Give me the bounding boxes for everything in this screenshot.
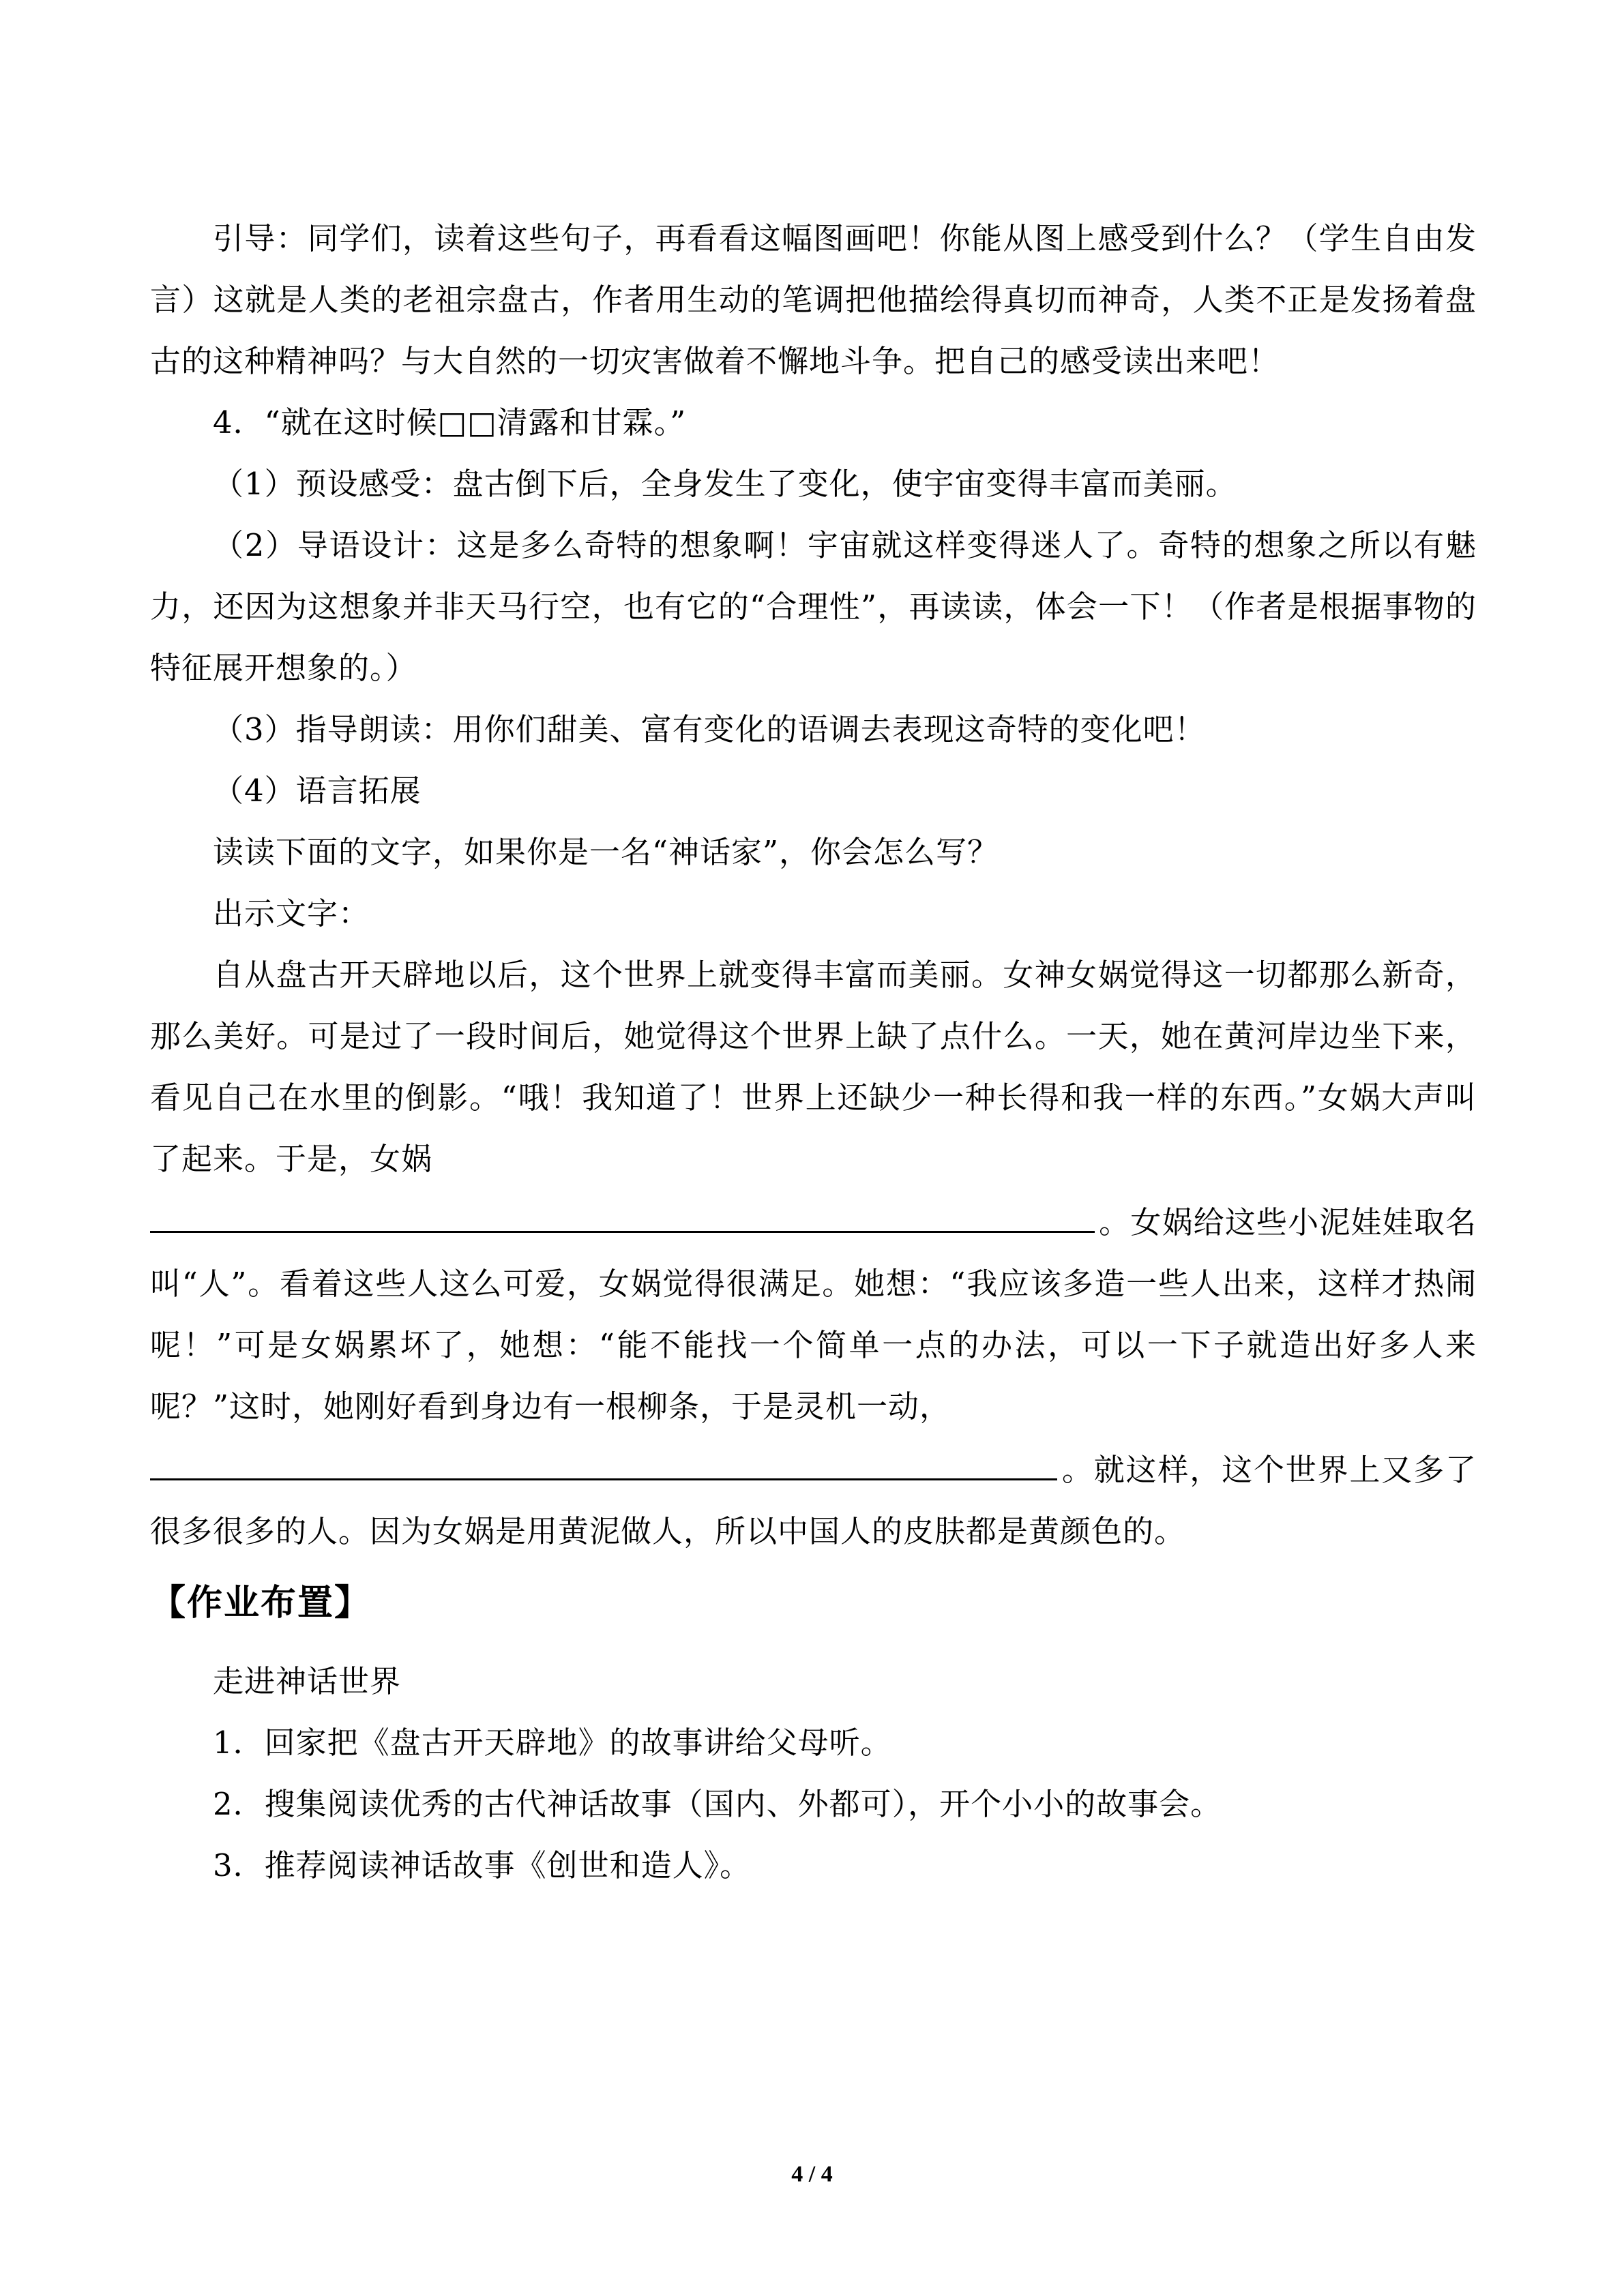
paragraph-reading-guide: （3）指导朗读：用你们甜美、富有变化的语调去表现这奇特的变化吧！ <box>213 711 1206 747</box>
paragraph-nuwa-continued-text: 。女娲给这些小泥娃娃取名叫“人”。看着这些人这么可爱，女娲觉得很满足。她想：“我应该多造一些人出来，这样才热闹呢！”可是女娲累坏了，她想：“能不能找一个简单一点的办法，可以一下子就造出好多人来呢？”这时，她刚好看到身边有一根柳条，于是灵机一动， <box>150 1204 1477 1425</box>
page-content <box>150 208 1477 1896</box>
homework-item-2: 2．搜集阅读优秀的古代神话故事（国内、外都可），开个小小的故事会。 <box>213 1786 1222 1822</box>
paragraph-language-extension: （4）语言拓展 <box>213 773 422 809</box>
fill-in-blank-2 <box>150 1437 1057 1480</box>
paragraph-guidance: 引导：同学们，读着这些句子，再看看这幅图画吧！你能从图上感受到什么？（学生自由发言）这就是人类的老祖宗盘古，作者用生动的笔调把他描绘得真切而神奇，人类不正是发扬着盘古的这种精神吗？与大自然的一切灾害做着不懈地斗争。把自己的感受读出来吧！ <box>150 220 1477 379</box>
homework-title: 走进神话世界 <box>213 1663 402 1699</box>
homework-item-1: 1．回家把《盘古开天辟地》的故事讲给父母听。 <box>213 1725 892 1761</box>
paragraph-nuwa-story: 自从盘古开天辟地以后，这个世界上就变得丰富而美丽。女神女娲觉得这一切都那么新奇，那么美好。可是过了一段时间后，她觉得这个世界上缺了点什么。一天，她在黄河岸边坐下来，看见自己在水里的倒影。“哦！我知道了！世界上还缺少一种长得和我一样的东西。”女娲大声叫了起来。于是，女娲 <box>150 957 1477 1177</box>
paragraph-nuwa-ending <box>150 1437 1477 1562</box>
paragraph-nuwa-ending-text: 。就这样，这个世界上又多了很多很多的人。因为女娲是用黄泥做人，所以中国人的皮肤都是黄颜色的。 <box>150 1452 1477 1549</box>
paragraph-show-text: 出示文字： <box>213 895 370 931</box>
paragraph-point-4: 4．“就在这时候□□清露和甘霖。” <box>213 404 687 441</box>
paragraph-preset-feeling: （1）预设感受：盘古倒下后，全身发生了变化，使宇宙变得丰富而美丽。 <box>213 466 1237 502</box>
fill-in-blank-1 <box>150 1190 1095 1233</box>
paragraph-nuwa-continued <box>150 1190 1477 1437</box>
page-number: 4 / 4 <box>791 2162 833 2187</box>
paragraph-lead-design: （2）导语设计：这是多么奇特的想象啊！宇宙就这样变得迷人了。奇特的想象之所以有魅力，还因为这想象并非天马行空，也有它的“合理性”，再读读，体会一下！（作者是根据事物的特征展开想象的。） <box>150 527 1477 686</box>
homework-heading: 【作业布置】 <box>150 1583 372 1624</box>
homework-item-3: 3．推荐阅读神话故事《创世和造人》。 <box>213 1847 752 1883</box>
paragraph-read-prompt: 读读下面的文字，如果你是一名“神话家”，你会怎么写？ <box>213 834 999 870</box>
